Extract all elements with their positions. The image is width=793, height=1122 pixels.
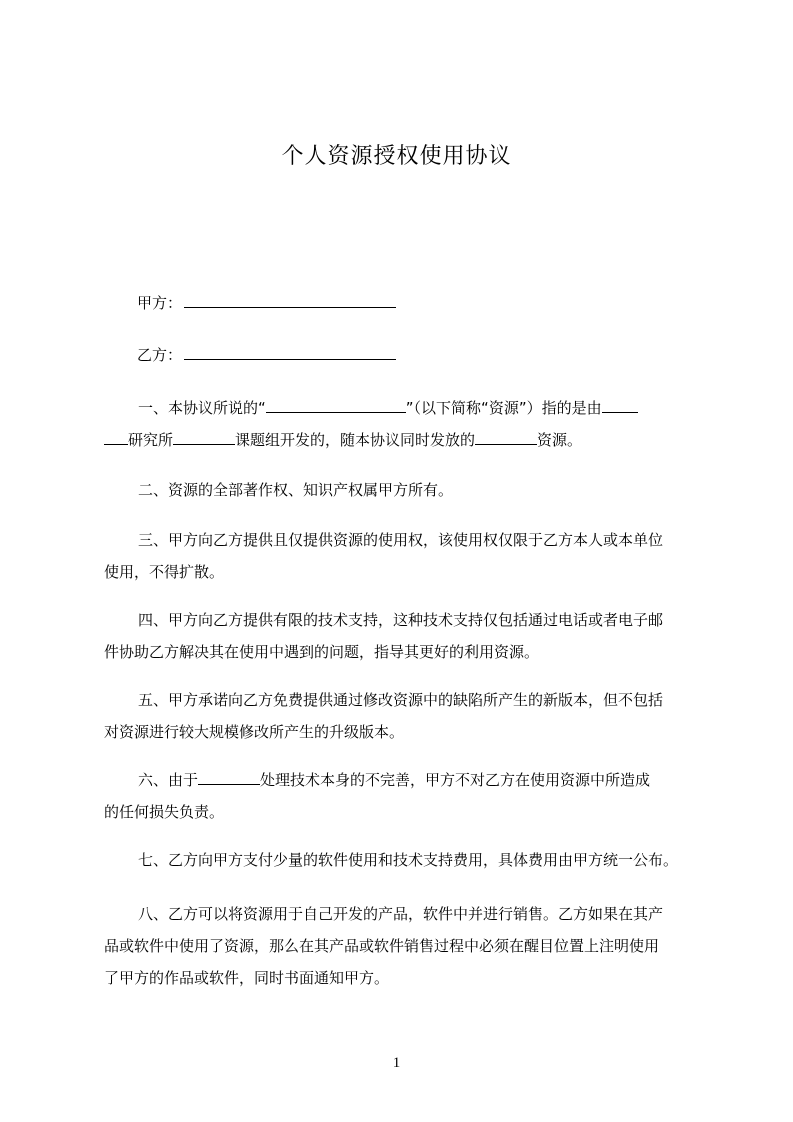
clause-5-line-2: 对资源进行较大规模修改所产生的升级版本。: [104, 723, 405, 741]
clause-5-line-1: 五、甲方承诺向乙方免费提供通过修改资源中的缺陷所产生的新版本，但不包括: [138, 691, 664, 709]
party-b-blank: [184, 344, 396, 360]
project-group-blank: [173, 430, 235, 445]
clause-1-text-3: 研究所: [128, 431, 174, 449]
clause-6-text-1: 六、由于: [138, 771, 199, 789]
clause-7-text: 七、乙方向甲方支付少量的软件使用和技术支持费用，具体费用由甲方统一公布。: [138, 851, 679, 869]
clause-5: [104, 684, 704, 748]
developer-blank-b: [104, 430, 128, 445]
clause-4-line-2: 件协助乙方解决其在使用中遇到的问题，指导其更好的利用资源。: [104, 643, 540, 661]
clause-6: [104, 764, 704, 828]
clause-4: [104, 604, 704, 668]
party-a-blank: [184, 292, 396, 308]
clause-4-line-1: 四、甲方向乙方提供有限的技术支持，这种技术支持仅包括通过电话或者电子邮: [138, 611, 664, 629]
clause-8-line-2: 品或软件中使用了资源，那么在其产品或软件销售过程中必须在醒目位置上注明使用: [104, 937, 660, 955]
clause-2: [104, 474, 704, 506]
clause-6-text-2: 处理技术本身的不完善，甲方不对乙方在使用资源中所造成: [260, 771, 651, 789]
resource-name-blank: [266, 398, 406, 413]
clause-3-line-2: 使用，不得扩散。: [104, 563, 225, 581]
developer-blank-a: [602, 398, 638, 413]
clause-2-text: 二、资源的全部著作权、知识产权属甲方所有。: [138, 481, 454, 499]
document-title: 个人资源授权使用协议: [281, 144, 512, 169]
clause-6-line-2: 的任何损失负责。: [104, 803, 225, 821]
clause-1-text-4: 课题组开发的，随本协议同时发放的: [235, 431, 476, 449]
clause-3-line-1: 三、甲方向乙方提供且仅提供资源的使用权，该使用权仅限于乙方本人或本单位: [138, 531, 664, 549]
clause-8-line-3: 了甲方的作品或软件，同时书面通知甲方。: [104, 969, 390, 987]
clause-1: [104, 392, 704, 456]
clause-1-text-1: 一、本协议所说的“: [138, 399, 266, 417]
resource-type-blank: [475, 430, 537, 445]
clause-7: [104, 844, 704, 876]
clause-1-text-5: 资源。: [537, 431, 583, 449]
party-b-line: [137, 344, 396, 365]
clause-8-line-1: 八、乙方可以将资源用于自己开发的产品，软件中并进行销售。乙方如果在其产: [138, 905, 664, 923]
clause-1-text-2: ”（以下简称“资源”）指的是由: [405, 399, 602, 417]
clause-8: [104, 898, 704, 994]
party-b-label: 乙方：: [137, 346, 183, 364]
clause-3: [104, 524, 704, 588]
technology-blank: [198, 770, 260, 785]
party-a-line: [137, 292, 396, 313]
party-a-label: 甲方：: [137, 294, 183, 312]
page-number: 1: [392, 1055, 401, 1071]
